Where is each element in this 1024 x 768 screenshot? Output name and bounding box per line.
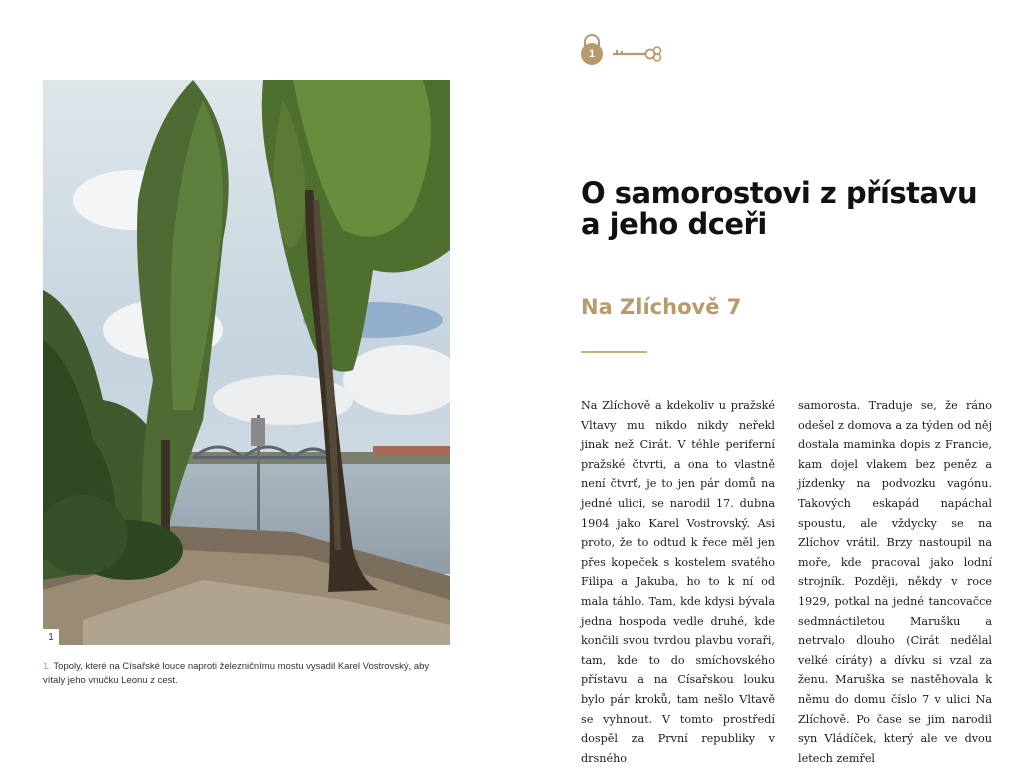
caption-text: Topoly, které na Císařské louce naproti železničnímu mostu vysadil Karel Vostrovský, aby vítaly jeho vnučku Leonu z cest. xyxy=(43,661,430,686)
photo-caption xyxy=(43,660,453,688)
title-divider xyxy=(581,351,647,353)
caption-number: 1. xyxy=(43,661,51,672)
body-column-2: samorosta. Traduje se, že ráno odešel z domova a za týden od něj dostala maminka dopis z Francie, kam dojel vlakem bez peněz a jízdenky na podvozku vagónu. Takových eskapád napáchal spoustu, ale vždycky se na Zlíchov vrátil. Brzy nastoupil na moře, kde pracoval jako lodní strojník. Později, někdy v roce 1929, potkal na jedné tancovačce sedmnáctiletou Marušku a netrvalo dlouho (Cirát nedělal velké círáty) a dívku si vzal za ženu. Maruška se nastěhovala k němu do domu číslo 7 v ulici Na Zlíchově. Po čase se jim narodil syn Vládíček, který ale ve dvou letech zemřel xyxy=(798,399,992,765)
chapter-title: O samorostovi z přístavu a jeho dceři xyxy=(581,176,978,241)
right-page xyxy=(512,0,1024,768)
poplar-trees-photo xyxy=(43,80,450,645)
photo-illustration xyxy=(43,80,450,645)
key-icon xyxy=(611,46,663,62)
body-column-1: Na Zlíchově a kdekoliv u pražské Vltavy mu nikdo nikdy neřekl jinak než Cirát. V téhle periferní pražské čtvrti, a ona to vlastně není čtvrť, je to jen pár domů na jedné ulici, se narodil 17. dubna 1904 jako Karel Vostrovský. Asi proto, že to odtud k řece měl jen přes kopeček s kostelem svatého Filipa a Jakuba, ho to k ní od mala táhlo. Tam, kde kdysi bývala jedna hospoda vedle druhé, kde končili svou tvrdou plavbu voraři, tam, kde to do smíchovského přístavu a na Císařskou louku bylo pár kroků, tam nešlo Vltavě se vyhnout. V tomto prostředí dospěl za První republiky v drsného xyxy=(581,399,775,765)
chapter-marker xyxy=(581,34,671,70)
chapter-number: 1 xyxy=(581,43,603,65)
photo-number: 1 xyxy=(43,629,59,645)
chapter-subtitle: Na Zlíchově 7 xyxy=(581,295,742,319)
